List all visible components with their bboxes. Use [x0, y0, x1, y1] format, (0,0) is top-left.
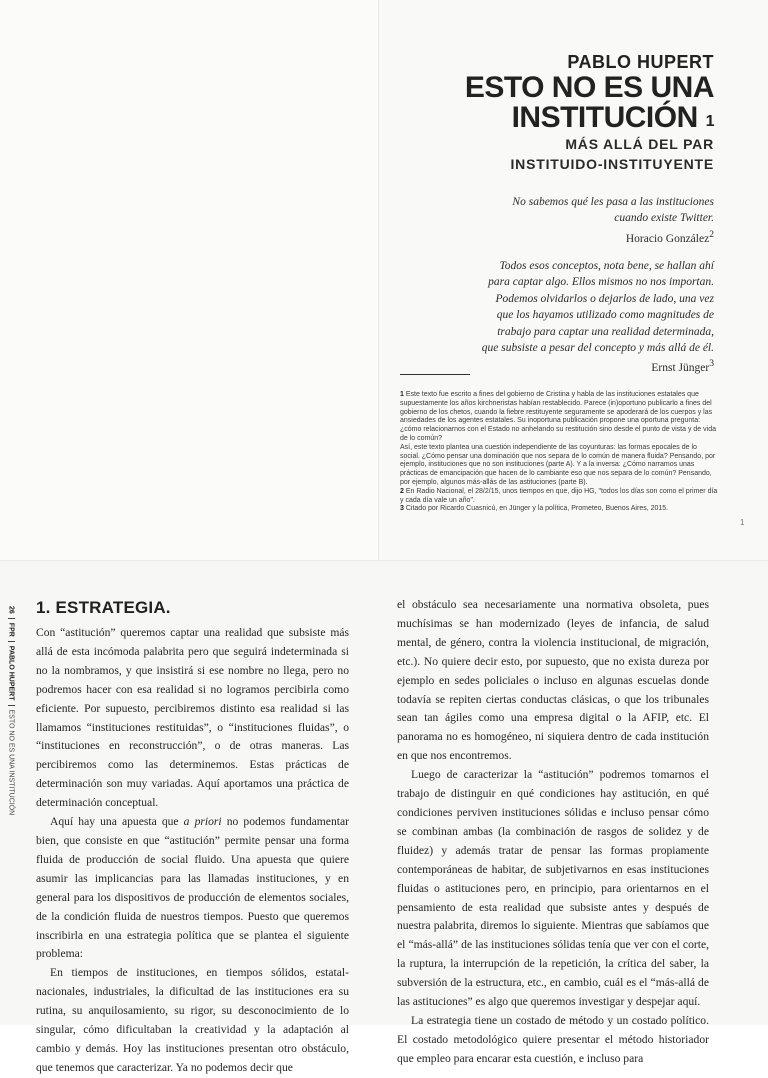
blank-facing-page — [0, 0, 378, 560]
running-head — [2, 606, 18, 926]
epigraph-line: trabajo para captar una realidad determinada, — [497, 325, 714, 338]
paragraph: En tiempos de instituciones, en tiempos sólidos, estatal-nacionales, industriales, la dificultad de las instituciones era su rutina, su anquilosamiento, su rigor, su desconocimiento de lo singular, cómo dificultaban la creatividad y la adaptación al cambio y demás. Hoy las instituciones presentan otro obstáculo, que tenemos que caracterizar. Ya no podemos decir que — [36, 966, 349, 1074]
epigraph-line: que los hayamos utilizado como magnitudes de — [496, 309, 714, 322]
running-head-text — [8, 606, 15, 815]
footnotes — [400, 391, 718, 514]
epigraph-line: para captar algo. Ellos mismos no nos importan. — [488, 276, 714, 289]
article-subtitle-line-2: INSTITUIDO-INSTITUYENTE — [510, 156, 714, 172]
running-head-separator — [8, 641, 15, 642]
right-column — [397, 596, 709, 1069]
epigraph-line: cuando existe Twitter. — [614, 212, 714, 225]
page-number: 26 — [7, 606, 15, 614]
margin-mark: 1 — [740, 518, 745, 527]
paragraph — [36, 813, 349, 964]
paragraph-emphasis: a priori — [183, 815, 222, 829]
article-subtitle-line-1: MÁS ALLÁ DEL PAR — [565, 136, 714, 152]
epigraph-line: No sabemos qué les pasa a las instituciones — [512, 196, 714, 208]
footnote-1-continued: Así, este texto plantea una cuestión independiente de las coyunturas: las formas epocales de lo social. ¿Cómo pensar una dominación que nos separa de lo común de manera fluida? Pensando, por ejemplo, instituciones que no son instituciones (parte A). Y a la inversa: ¿Cómo narramos unas prácticas de emancipación que hacen de lo cambiante eso que nos separa de lo común? Pensando, por ejemplo, algunos más-allás de las astituciones (parte B). — [400, 443, 716, 486]
epigraph-line: que subsiste a pesar del concepto y más allá de él. — [481, 342, 714, 355]
footnote-number: 1 — [400, 391, 404, 398]
paragraph: Luego de caracterizar la “astitución” podremos tomarnos el trabajo de distinguir en qué condiciones hay astitución, en qué condiciones perviven instituciones sólidas e incluso pensar cómo se combinan ambas (la combinación de rasgos de solidez y de fluidez) y además tratar de pensar las formas propiamente contemporáneas de habitar, de subjetivarnos en esas instituciones fluidas o astituciones pero, en principio, para orientarnos en el pensamiento de esta realidad que subsiste antes y después de nuestra palabrita, diremos lo siguiente. Mientras que sabíamos que el “más-allá” de las instituciones sólidas tenía que ver con el corte, la ruptura, la interrupción de la repetición, la crítica del saber, la subversión de la estructura, etc., en cambio, cuál es el “más-allá de las astituciones” es algo que queremos investigar y despejar aquí. — [397, 768, 709, 1009]
footnote-divider — [400, 374, 470, 375]
footnote-text: Este texto fue escrito a fines del gobierno de Cristina y habla de las instituciones estatales que supuestamente los años kirchneristas habían restablecido. Parece (in)oportuno publicarlo a fines del gobierno de los chetos, cuando la fiebre restituyente seguramente se apoderará de los cuerpos y las ansiedades de los agentes estatales. Su inoportuna publicación propone una oportuna pregunta: ¿cómo relacionarnos con el Estado no anhelando su restitución sino desde el punto de vista y de vida de lo común? — [400, 391, 716, 442]
epigraph-junger — [394, 258, 714, 377]
left-column — [36, 596, 349, 1078]
epigraph-footnote-ref: 2 — [709, 228, 714, 240]
article-header — [465, 52, 714, 173]
paragraph-text: no podemos fundamentar bien, que consiste en que “astitución” permite pensar una forma fluida de producción de social fluido. Una apuesta que quiere asumir las implicancias para las llamadas instituciones, y en general para los dispositivos de producción de elementos sociales, de la condición fluida de nuestros tiempos. Puesto que queremos inscribirla en una estrategia política que se plantea el siguiente problema: — [36, 815, 349, 961]
paragraph: Con “astitución” queremos captar una realidad que subsiste más allá de esta incómoda palabrita pero que seguirá indeterminada si no la nombramos, y que insistirá si ese nombre no llega, pero no podremos hacer con esa realidad si no logramos percibirla como eficiente. Por supuesto, percibiremos distinto esa realidad si las llamamos “instituciones restituidas”, o “instituciones fluidas”, o “instituciones en reconstrucción”, o de otras maneras. Las percibiremos como las determinemos. Estas prácticas de determinación son muy variadas. Aquí aportamos una práctica de determinación conceptual. — [36, 626, 349, 810]
section-heading: 1. ESTRATEGIA. — [36, 598, 171, 617]
running-head-separator — [8, 618, 15, 619]
footnote-number: 3 — [400, 505, 404, 513]
epigraph-footnote-ref: 3 — [709, 358, 714, 370]
epigraph-gonzalez — [454, 194, 714, 247]
article-title-line-1: ESTO NO ES UNA — [464, 71, 714, 104]
footnote-text: Citado por Ricardo Cuasnicú, en Jünger y la política, Prometeo, Buenos Aires, 2015. — [405, 505, 669, 513]
title-footnote-ref: 1 — [705, 113, 714, 130]
epigraph-author: Horacio González — [625, 232, 710, 245]
epigraph-line: Todos esos conceptos, nota bene, se hallan ahí — [499, 260, 714, 272]
author-name: PABLO HUPERT — [567, 52, 714, 72]
footnote-number: 2 — [400, 487, 404, 495]
footnote-2 — [400, 488, 718, 506]
paragraph: el obstáculo sea necesariamente una normativa obsoleta, pues muchísimas se han modernizado (leyes de infancia, de salud mental, de género, contra la violencia institucional, de migración, etc.). No quiere decir esto, por supuesto, que no exista dureza por ejemplo en sedes policiales o incluso en algunas escuelas donde todavía se repiten ciertas conductas clásicas, o que los tribunales sean tan ágiles como una empresa digital o la AFIP, etc. El panorama no es homogéneo, ni siquiera dentro de cada institución en que nos encontremos. — [397, 598, 709, 763]
footnote-text: En Radio Nacional, el 28/2/15, unos tiempos en que, dijo HG, "todos los días son como el primer día y cada día vale un año". — [400, 487, 718, 504]
epigraph-line: Podemos olvidarlos o dejarlos de lado, una vez — [495, 292, 714, 305]
running-head-author: PABLO HUPERT — [7, 645, 15, 701]
article-title-line-2 — [465, 103, 714, 133]
running-head-title: ESTO NO ES UNA INSTITUCIÓN — [7, 709, 15, 816]
footnote-1 — [400, 391, 718, 444]
epigraph-attribution — [454, 227, 714, 247]
journal-name: FPR — [7, 622, 15, 637]
paragraph-text: Aquí hay una apuesta que — [50, 815, 184, 829]
footnote-3 — [400, 505, 718, 514]
running-head-separator — [8, 705, 15, 706]
title-word: INSTITUCIÓN — [511, 101, 698, 134]
epigraph-author: Ernst Jünger — [651, 362, 710, 375]
paragraph: La estrategia tiene un costado de método y un costado político. El costado metodológico quiere presentar el método historiador que empleo para encarar esta cuestión, e incluso para — [397, 1013, 709, 1065]
